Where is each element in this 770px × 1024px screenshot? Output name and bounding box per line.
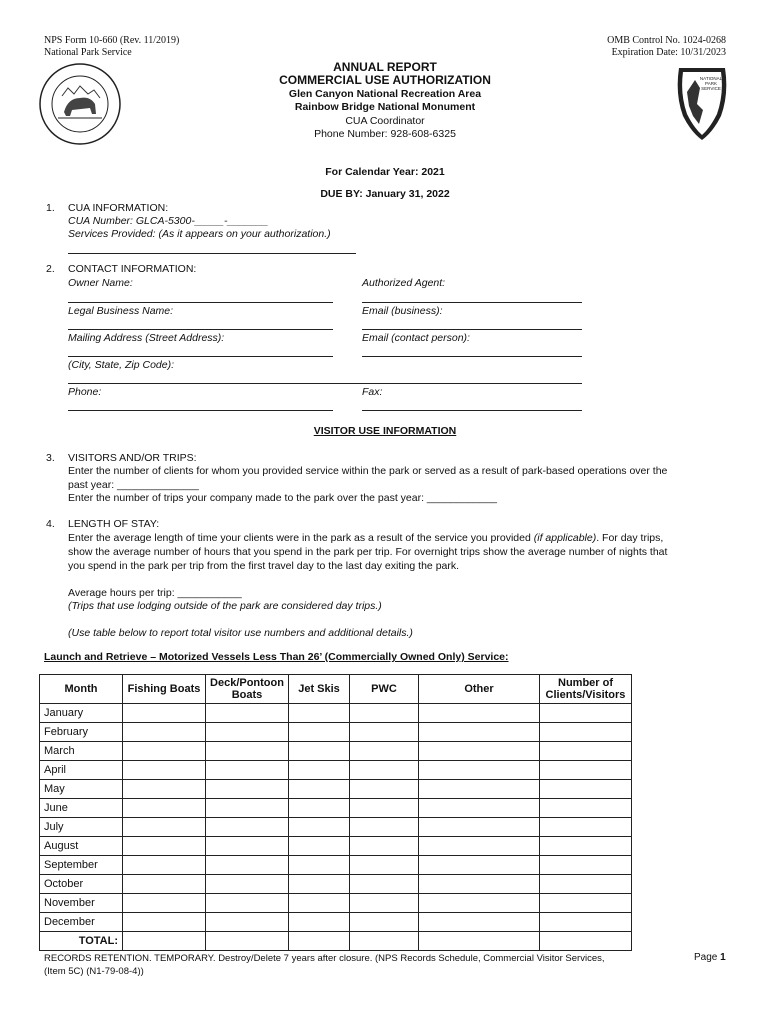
report-title: ANNUAL REPORT [333, 60, 437, 74]
use-table-note: (Use table below to report total visitor use numbers and additional details.) [68, 627, 413, 639]
table-row [40, 837, 632, 856]
month-cell: February [40, 723, 123, 742]
section-2-title: CONTACT INFORMATION: [68, 263, 197, 275]
agency-name: National Park Service [44, 47, 132, 58]
fishing-cell[interactable] [123, 894, 206, 913]
page-number [694, 952, 726, 963]
email-contact-field[interactable] [362, 356, 582, 357]
pontoon-cell[interactable] [206, 837, 289, 856]
clients-cell[interactable] [540, 837, 632, 856]
records-retention-line-2: (Item 5C) (N1-79-08-4)) [44, 966, 144, 977]
pontoon-cell[interactable] [206, 780, 289, 799]
other-cell[interactable] [419, 913, 540, 932]
fishing-cell[interactable] [123, 780, 206, 799]
fax-field[interactable] [362, 410, 582, 411]
jetski-cell[interactable] [289, 856, 350, 875]
pwc-cell[interactable] [350, 818, 419, 837]
jetski-cell[interactable] [289, 837, 350, 856]
park-name-2: Rainbow Bridge National Monument [294, 101, 476, 113]
clients-cell[interactable] [540, 913, 632, 932]
table-row [40, 723, 632, 742]
clients-cell[interactable] [540, 875, 632, 894]
visitor-use-heading: VISITOR USE INFORMATION [313, 425, 457, 437]
other-cell[interactable] [419, 837, 540, 856]
month-cell: October [40, 875, 123, 894]
pwc-cell[interactable] [350, 780, 419, 799]
month-cell: April [40, 761, 123, 780]
section-4-title: LENGTH OF STAY: [68, 518, 160, 530]
length-of-stay-text-a: Enter the average length of time your clients were in the park as a result of the service you provided [68, 532, 534, 544]
section-1-number: 1. [46, 202, 55, 214]
table-row [40, 913, 632, 932]
month-cell: May [40, 780, 123, 799]
fishing-cell[interactable] [123, 875, 206, 894]
park-name-1: Glen Canyon National Recreation Area [288, 88, 482, 100]
launch-retrieve-table [39, 674, 632, 951]
cua-number-field[interactable]: CUA Number: GLCA-5300-_____-_______ [68, 215, 269, 227]
clients-cell[interactable] [540, 799, 632, 818]
table-row [40, 780, 632, 799]
owner-name-field[interactable] [68, 302, 333, 303]
lodging-note: (Trips that use lodging outside of the park are considered day trips.) [68, 600, 382, 612]
pontoon-cell[interactable] [206, 761, 289, 780]
other-cell[interactable] [419, 742, 540, 761]
pwc-cell[interactable] [350, 761, 419, 780]
pontoon-cell[interactable] [206, 704, 289, 723]
clients-cell[interactable] [540, 704, 632, 723]
pwc-cell[interactable] [350, 856, 419, 875]
clients-cell[interactable] [540, 856, 632, 875]
month-cell: November [40, 894, 123, 913]
clients-count-field[interactable]: past year: ______________ [68, 479, 199, 491]
pontoon-cell[interactable] [206, 894, 289, 913]
omb-control: OMB Control No. 1024-0268 [607, 35, 726, 46]
fishing-cell[interactable] [123, 913, 206, 932]
other-cell[interactable] [419, 875, 540, 894]
legal-business-name-label: Legal Business Name: [68, 305, 174, 317]
email-business-field[interactable] [362, 329, 582, 330]
owner-name-label: Owner Name: [68, 277, 133, 289]
month-cell: December [40, 913, 123, 932]
header-pwc: PWC [350, 675, 419, 704]
jetski-cell[interactable] [289, 894, 350, 913]
svg-text:SERVICE: SERVICE [701, 86, 721, 91]
other-cell[interactable] [419, 856, 540, 875]
table-row [40, 799, 632, 818]
clients-instruction: Enter the number of clients for whom you provided service within the park or served as a result of park-based operations over the [68, 465, 668, 477]
clients-total-cell[interactable] [540, 932, 632, 951]
clients-cell[interactable] [540, 780, 632, 799]
length-of-stay-line-2: show the average number of hours that you spend in the park per trip. For overnight trips show the average number of nights that [68, 546, 668, 558]
jetski-cell[interactable] [289, 742, 350, 761]
length-of-stay-text-c: . For day trips, [596, 532, 664, 544]
jetski-cell[interactable] [289, 913, 350, 932]
other-cell[interactable] [419, 818, 540, 837]
month-cell: September [40, 856, 123, 875]
coordinator-label: CUA Coordinator [345, 115, 425, 127]
month-cell: August [40, 837, 123, 856]
pontoon-cell[interactable] [206, 913, 289, 932]
table-row [40, 894, 632, 913]
pwc-cell[interactable] [350, 894, 419, 913]
month-cell: July [40, 818, 123, 837]
jetski-cell[interactable] [289, 704, 350, 723]
jetski-cell[interactable] [289, 875, 350, 894]
section-1-title: CUA INFORMATION: [68, 202, 169, 214]
email-business-label: Email (business): [362, 305, 443, 317]
calendar-year: For Calendar Year: 2021 [325, 166, 445, 178]
pwc-cell[interactable] [350, 875, 419, 894]
fishing-cell[interactable] [123, 761, 206, 780]
other-cell[interactable] [419, 894, 540, 913]
fishing-cell[interactable] [123, 856, 206, 875]
table-header-row [40, 675, 632, 704]
authorized-agent-label: Authorized Agent: [362, 277, 446, 289]
authorized-agent-field[interactable] [362, 302, 582, 303]
clients-cell[interactable] [540, 894, 632, 913]
month-cell: January [40, 704, 123, 723]
table-row [40, 761, 632, 780]
records-retention-line-1: RECORDS RETENTION. TEMPORARY. Destroy/Delete 7 years after closure. (NPS Records Schedule, Commercial Visitor Services, [44, 953, 605, 964]
month-cell: March [40, 742, 123, 761]
pontoon-cell[interactable] [206, 818, 289, 837]
header-clients-visitors: Number of Clients/Visitors [540, 675, 632, 704]
section-3-number: 3. [46, 452, 55, 464]
header-other: Other [419, 675, 540, 704]
pontoon-cell[interactable] [206, 875, 289, 894]
clients-cell[interactable] [540, 723, 632, 742]
services-provided-field[interactable] [68, 253, 356, 254]
fishing-total-cell[interactable] [123, 932, 206, 951]
jetski-total-cell[interactable] [289, 932, 350, 951]
pwc-total-cell[interactable] [350, 932, 419, 951]
coordinator-phone: Phone Number: 928-608-6325 [314, 128, 456, 140]
legal-business-name-field[interactable] [68, 329, 333, 330]
pwc-cell[interactable] [350, 742, 419, 761]
other-cell[interactable] [419, 761, 540, 780]
fishing-cell[interactable] [123, 704, 206, 723]
jetski-cell[interactable] [289, 818, 350, 837]
expiration-date: Expiration Date: 10/31/2023 [611, 47, 726, 58]
length-of-stay-line-3: you spend in the park per trip from the first travel day to the last day exiting the park. [68, 560, 460, 572]
section-2-number: 2. [46, 263, 55, 275]
phone-field[interactable] [68, 410, 333, 411]
pontoon-cell[interactable] [206, 799, 289, 818]
other-cell[interactable] [419, 704, 540, 723]
mailing-address-field[interactable] [68, 356, 333, 357]
table-row [40, 875, 632, 894]
pwc-cell[interactable] [350, 799, 419, 818]
table-row [40, 742, 632, 761]
pontoon-total-cell[interactable] [206, 932, 289, 951]
jetski-cell[interactable] [289, 723, 350, 742]
pwc-cell[interactable] [350, 723, 419, 742]
form-number: NPS Form 10-660 (Rev. 11/2019) [44, 35, 180, 46]
header-month: Month [40, 675, 123, 704]
pontoon-cell[interactable] [206, 742, 289, 761]
city-state-zip-field[interactable] [68, 383, 582, 384]
header-deck-pontoon-boats: Deck/Pontoon Boats [206, 675, 289, 704]
jetski-cell[interactable] [289, 761, 350, 780]
due-date: DUE BY: January 31, 2022 [320, 188, 450, 200]
other-cell[interactable] [419, 723, 540, 742]
pontoon-cell[interactable] [206, 723, 289, 742]
svg-text:NATIONAL: NATIONAL [699, 76, 723, 81]
services-provided-label: Services Provided: (As it appears on your authorization.) [68, 228, 331, 240]
phone-label: Phone: [68, 386, 102, 398]
jetski-cell[interactable] [289, 780, 350, 799]
table-row [40, 704, 632, 723]
section-3-title: VISITORS AND/OR TRIPS: [68, 452, 197, 464]
month-cell: June [40, 799, 123, 818]
section-4-number: 4. [46, 518, 55, 530]
city-state-zip-label: (City, State, Zip Code): [68, 359, 175, 371]
svg-text:PARK: PARK [705, 81, 717, 86]
page-num: 1 [720, 952, 726, 963]
other-cell[interactable] [419, 780, 540, 799]
clients-cell[interactable] [540, 761, 632, 780]
fishing-cell[interactable] [123, 837, 206, 856]
average-hours-field[interactable]: Average hours per trip: ___________ [68, 587, 242, 599]
other-cell[interactable] [419, 799, 540, 818]
header-fishing-boats: Fishing Boats [123, 675, 206, 704]
fishing-cell[interactable] [123, 742, 206, 761]
page-label: Page [694, 952, 718, 963]
trips-count-field[interactable]: Enter the number of trips your company made to the park over the past year: ____________ [68, 492, 498, 504]
header-jet-skis: Jet Skis [289, 675, 350, 704]
fishing-cell[interactable] [123, 818, 206, 837]
table-caption: Launch and Retrieve – Motorized Vessels Less Than 26’ (Commercially Owned Only) Service: [44, 651, 509, 663]
jetski-cell[interactable] [289, 799, 350, 818]
pwc-cell[interactable] [350, 704, 419, 723]
fax-label: Fax: [362, 386, 383, 398]
length-of-stay-line-1 [68, 531, 663, 545]
total-label: TOTAL: [40, 932, 123, 951]
table-total-row [40, 932, 632, 951]
pwc-cell[interactable] [350, 837, 419, 856]
clients-cell[interactable] [540, 742, 632, 761]
fishing-cell[interactable] [123, 723, 206, 742]
fishing-cell[interactable] [123, 799, 206, 818]
table-row [40, 856, 632, 875]
pwc-cell[interactable] [350, 913, 419, 932]
email-contact-label: Email (contact person): [362, 332, 470, 344]
report-subtitle: COMMERCIAL USE AUTHORIZATION [279, 73, 491, 87]
other-total-cell[interactable] [419, 932, 540, 951]
pontoon-cell[interactable] [206, 856, 289, 875]
table-row [40, 818, 632, 837]
clients-cell[interactable] [540, 818, 632, 837]
mailing-address-label: Mailing Address (Street Address): [68, 332, 225, 344]
length-of-stay-text-b: (if applicable) [533, 532, 597, 544]
